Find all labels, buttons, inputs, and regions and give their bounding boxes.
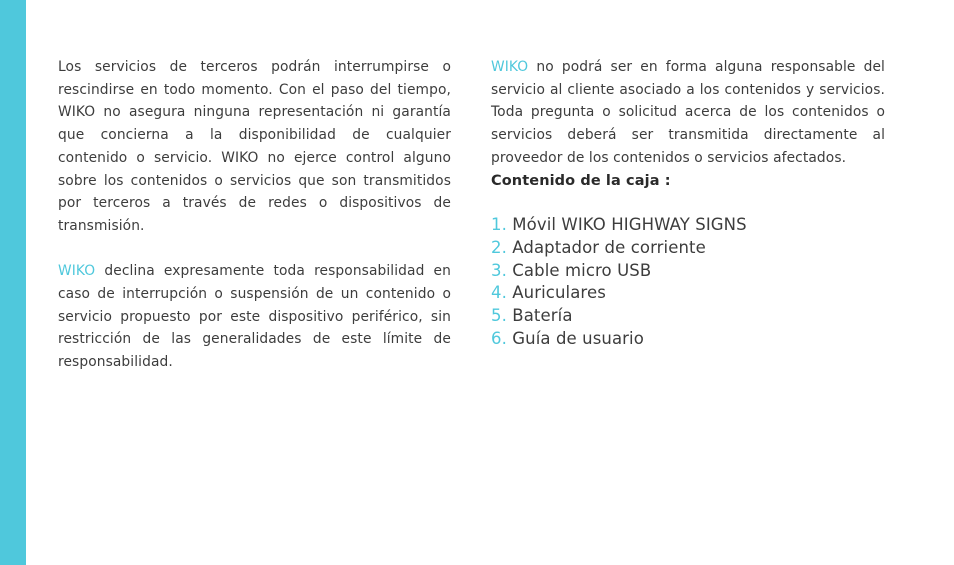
box-contents-list <box>491 214 885 350</box>
third-party-services-paragraph: Los servicios de terceros podrán interrumpirse o rescindirse en todo momento. Con el paso del tiempo, WIKO no asegura ninguna representación ni garantía que concierna a la disponibilidad de cualquier contenido o servicio. WIKO no ejerce control alguno sobre los contenidos o servicios que son transmitidos por terceros a través de redes o dispositivos de transmisión. <box>58 59 451 234</box>
customer-service-paragraph <box>491 56 885 170</box>
left-column <box>58 56 451 374</box>
list-item <box>491 214 885 237</box>
list-item <box>491 260 885 283</box>
brand-name: WIKO <box>58 263 96 280</box>
item-label: Auriculares <box>506 283 606 303</box>
item-number: 3. <box>491 260 507 280</box>
item-number: 6. <box>491 328 507 348</box>
item-number: 2. <box>491 237 507 257</box>
list-item <box>491 282 885 305</box>
customer-service-text: no podrá ser en forma alguna responsable del servicio al cliente asociado a los contenidos y servicios. Toda pregunta o solicitud acerca de los contenidos o servicios deberá ser transmitida directamente al proveedor de los contenidos o servicios afectados. <box>491 59 885 166</box>
liability-disclaimer-paragraph <box>58 260 451 374</box>
item-label: Móvil WIKO HIGHWAY SIGNS <box>506 215 747 235</box>
item-label: Adaptador de corriente <box>506 237 706 257</box>
brand-name: WIKO <box>491 59 529 75</box>
box-contents-title: Contenido de la caja : <box>491 172 671 189</box>
disclaimer-text: declina expresamente toda responsabilidad en caso de interrupción o suspensión de un contenido o servicio propuesto por este dispositivo periférico, sin restricción de las generalidades de este límite de responsabilidad. <box>58 263 451 371</box>
list-item <box>491 328 885 351</box>
item-label: Guía de usuario <box>506 328 644 348</box>
item-label: Batería <box>506 306 573 326</box>
right-column <box>491 56 885 350</box>
list-item <box>491 305 885 328</box>
item-number: 1. <box>491 215 507 235</box>
item-number: 4. <box>491 283 507 303</box>
item-number: 5. <box>491 306 507 326</box>
item-label: Cable micro USB <box>506 260 652 280</box>
accent-side-bar <box>0 0 26 565</box>
list-item <box>491 237 885 260</box>
